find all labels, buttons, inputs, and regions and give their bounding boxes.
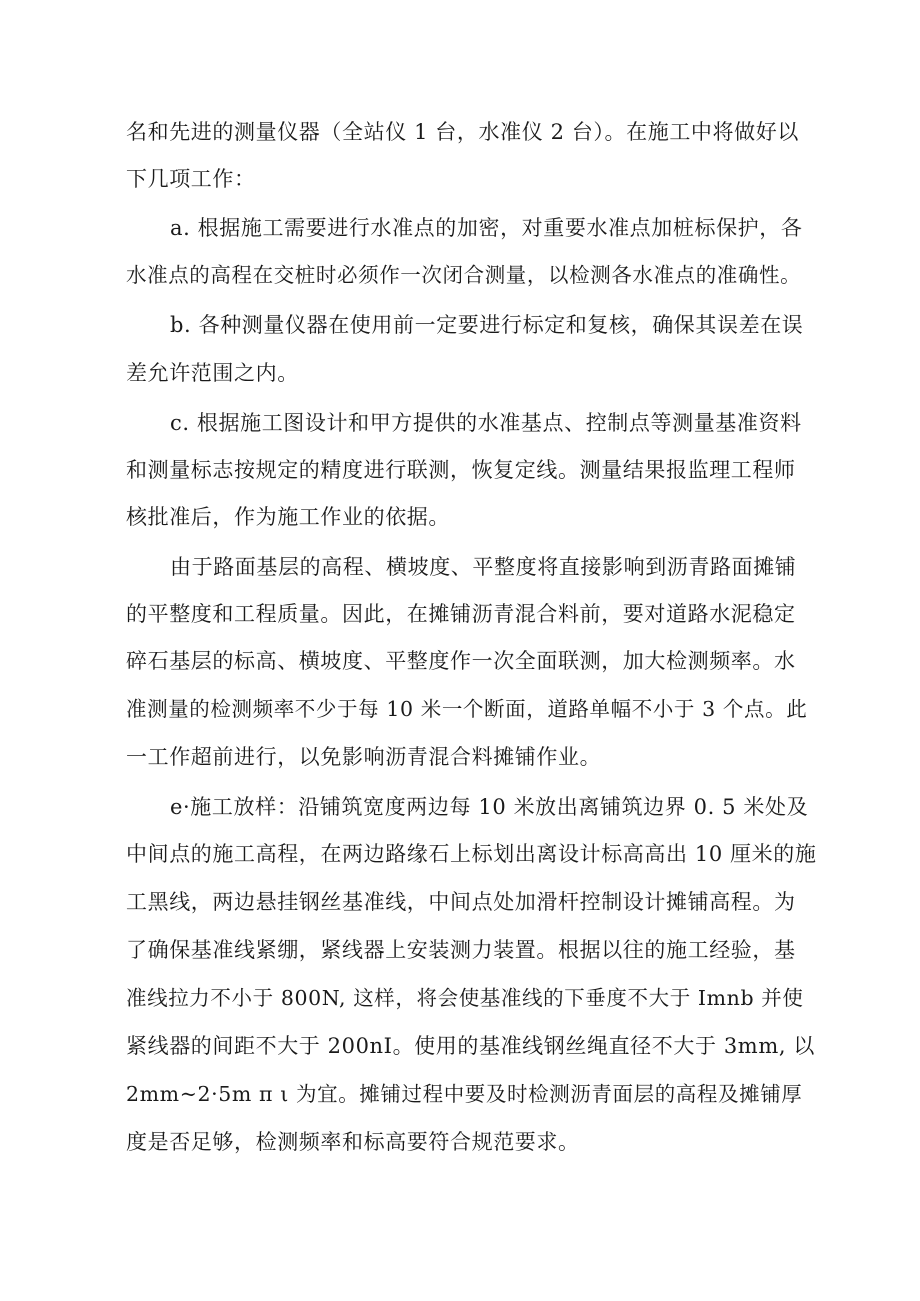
text-line-9: 核批准后，作为施工作业的依据。 — [126, 505, 450, 529]
text-line-6: 差允许范围之内。 — [126, 361, 299, 385]
text-line-10: 由于路面基层的高程、横坡度、平整度将直接影响到沥青路面摊铺 — [170, 555, 797, 579]
text-line-12: 碎石基层的标高、横坡度、平整度作一次全面联测，加大检测频率。水 — [126, 649, 796, 673]
text-line-2: 下几项工作： — [126, 167, 256, 191]
text-line-5: b. 各种测量仪器在使用前一定要进行标定和复核，确保其误差在误 — [170, 313, 804, 337]
text-line-14: 一工作超前进行，以免影响沥青混合料摊铺作业。 — [126, 745, 602, 769]
text-line-19: 准线拉力不小于 800N, 这样，将会使基准线的下垂度不大于 Imnb 并使 — [126, 986, 804, 1010]
text-line-20: 紧线器的间距不大于 200nI。使用的基准线钢丝绳直径不大于 3mm, 以 — [126, 1034, 815, 1058]
text-line-22: 度是否足够，检测频率和标高要符合规范要求。 — [126, 1130, 580, 1154]
text-line-16: 中间点的施工高程，在两边路缘石上标划出离设计标高高出 10 厘米的施 — [126, 842, 817, 866]
text-line-7: c. 根据施工图设计和甲方提供的水准基点、控制点等测量基准资料 — [170, 411, 802, 435]
text-line-13: 准测量的检测频率不少于每 10 米一个断面，道路单幅不小于 3 个点。此 — [126, 697, 808, 721]
text-line-21: 2mm~2·5m π ι 为宜。摊铺过程中要及时检测沥青面层的高程及摊铺厚 — [126, 1082, 803, 1106]
text-line-1: 名和先进的测量仪器（全站仪 1 台，水准仪 2 台）。在施工中将做好以 — [126, 120, 799, 144]
text-line-4: 水准点的高程在交桩时必须作一次闭合测量，以检测各水准点的准确性。 — [126, 263, 802, 287]
text-line-11: 的平整度和工程质量。因此，在摊铺沥青混合料前，要对道路水泥稳定 — [126, 602, 796, 626]
text-line-3: a. 根据施工需要进行水准点的加密，对重要水准点加桩标保护，各 — [170, 216, 803, 240]
text-line-18: 了确保基准线紧绷，紧线器上安装测力装置。根据以往的施工经验，基 — [126, 938, 796, 962]
text-line-8: 和测量标志按规定的精度进行联测，恢复定线。测量结果报监理工程师 — [126, 458, 796, 482]
text-line-17: 工黑线，两边悬挂钢丝基准线，中间点处加滑杆控制设计摊铺高程。为 — [126, 890, 796, 914]
text-line-15: e·施工放样：沿铺筑宽度两边每 10 米放出离铺筑边界 0. 5 米处及 — [170, 795, 809, 819]
